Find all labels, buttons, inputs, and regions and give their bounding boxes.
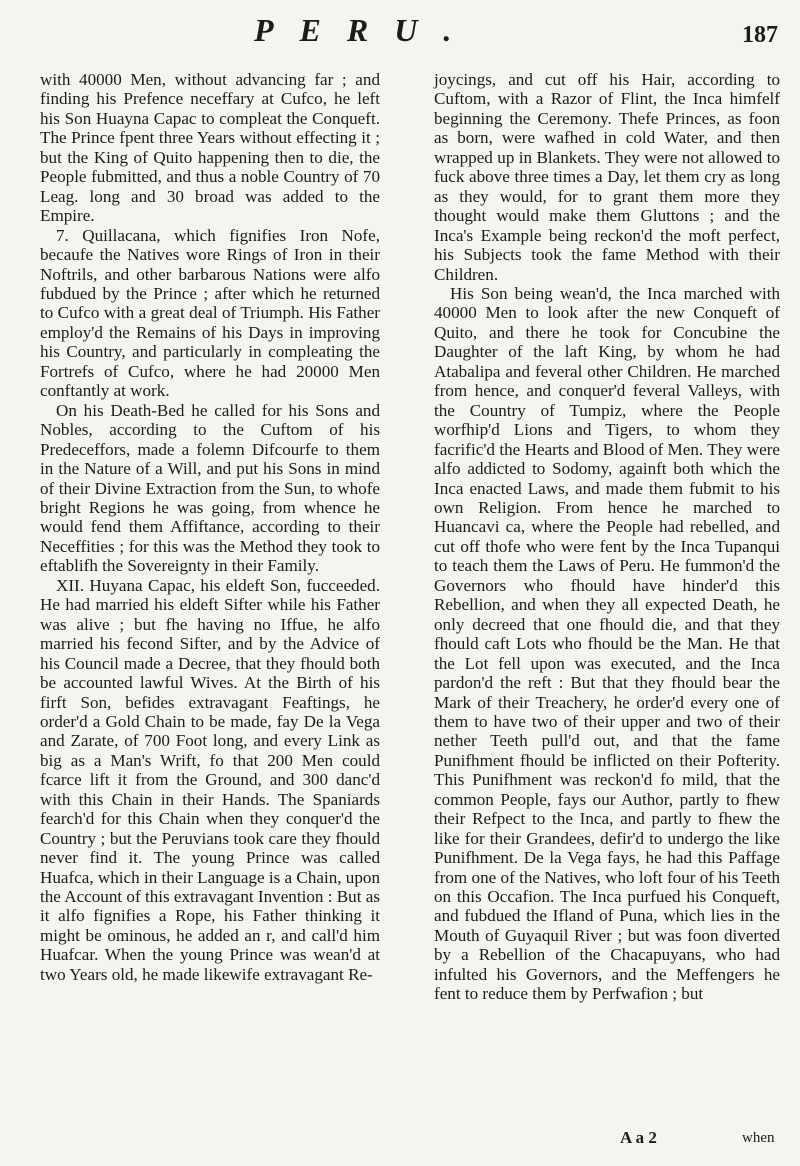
page-header	[0, 8, 800, 64]
left-paragraph-3: On his Death-Bed he called for his Sons and Nobles, according to the Cuftom of his Predeceffors, made a folemn Difcourfe to them in the Nature of a Will, and put his Sons in mind of their Divine Extraction from the Sun, to whofe bright Regions he was going, from whence he would fend them Affiftance, according to their Neceffities ; for this was the Method they took to eftablifh the Sovereignty in their Family.	[40, 400, 380, 576]
left-column	[40, 70, 380, 984]
right-column	[434, 70, 780, 1004]
left-paragraph-1: with 40000 Men, without advancing far ; and finding his Prefence neceffary at Cufco, he left his Son Huayna Capac to compleat the Conqueft. The Prince fpent three Years without effecting it ; but the King of Quito happening then to die, the People fubmitted, and thus a noble Country of 70 Leag. long and 30 broad was added to the Empire.	[40, 70, 380, 226]
left-paragraph-2: 7. Quillacana, which fignifies Iron Nofe, becaufe the Natives wore Rings of Iron in their Noftrils, and other barbarous Nations were alfo fubdued by the Prince ; after which he returned to Cufco with a great deal of Triumph. His Father employ'd the Remains of his Days in improving his Country, and particularly in compleating the Fortrefs of Cufco, where he had 20000 Men conftantly at work.	[40, 225, 380, 401]
signature-mark: A a 2	[620, 1128, 657, 1147]
right-paragraph-1: joycings, and cut off his Hair, according to Cuftom, with a Razor of Flint, the Inca himfelf beginning the Ceremony. Thefe Princes, as foon as born, were wafhed in cold Water, and then wrapped up in Blankets. They were not allowed to fuck above three times a Day, let them cry as long as they would, for to grant them more they thought would make them Gluttons ; and the Inca's Example being reckon'd the moft perfect, his Subjects took the fame Method with their Children.	[434, 70, 780, 284]
catchword: when	[742, 1130, 775, 1146]
right-paragraph-2: His Son being wean'd, the Inca marched with 40000 Men to look after the new Conqueft of Quito, and there he took for Concubine the Daughter of the laft King, by whom he had Atabalipa and feveral other Children. He marched from hence, and conquer'd feveral Valleys, with the Country of Tumpiz, where the People worfhip'd Lions and Tigers, to whom they facrific'd the Hearts and Blood of Men. They were alfo addicted to Sodomy, againft both which the Inca enacted Laws, and made them fubmit to his own Religion. From hence he marched to Huancavi ca, where the People had rebelled, and cut off thofe who were fent by the Inca Tupanqui to teach them the Laws of Peru. He fummon'd the Governors who fhould have hinder'd this Rebellion, and when they all expected Death, he only decreed that one fhould die, and that they fhould caft Lots who fhould be the Man. He that the Lot fell upon was executed, and the Inca pardon'd the reft : But that they fhould bear the Mark of their Treachery, he order'd every one of them to have two of their upper and two of their nether Teeth pull'd out, and that the fame Punifhment fhould be inflicted on their Pofterity. This Punifhment was reckon'd fo mild, that the common People, fays our Author, partly to fhew their Refpect to the Inca, and partly to fhew the like for their Grandees, defir'd to undergo the like Punifhment. De la Vega fays, he had this Paffage from one of the Natives, who loft four of his Teeth on this Occafion. The Inca purfued his Conqueft, and fubdued the Ifland of Puna, which lies in the Mouth of Guyaquil River ; but was foon diverted by a Rebellion of the Chacapuyans, who had infulted his Governors, and the Meffengers he fent to reduce them by Perfwafion ; but	[434, 283, 780, 1004]
left-paragraph-4: XII. Huyana Capac, his eldeft Son, fucceeded. He had married his eldeft Sifter while his Father was alive ; but fhe having no Iffue, he alfo married his fecond Sifter, and by the Advice of his Council made a Decree, that they fhould both be accounted lawful Wives. At the Birth of his firft Son, befides extravagant Feaftings, he order'd a Gold Chain to be made, fay De la Vega and Zarate, of 700 Foot long, and every Link as big as a Man's Wrift, fo that 200 Men could fcarce lift it from the Ground, and 300 danc'd with this Chain in their Hands. The Spaniards fearch'd for this Chain when they conquer'd the Country ; but the Peruvians took care they fhould never find it. The young Prince was called Huafca, which in their Language is a Chain, upon the Account of this extravagant Invention : But as it alfo fignifies a Rope, his Father thinking it might be ominous, he added an r, and call'd him Huafcar. When the young Prince was wean'd at two Years old, he made likewife extravagant Re-	[40, 575, 380, 984]
page-number: 187	[742, 22, 778, 48]
running-title: PERU.	[254, 12, 478, 48]
